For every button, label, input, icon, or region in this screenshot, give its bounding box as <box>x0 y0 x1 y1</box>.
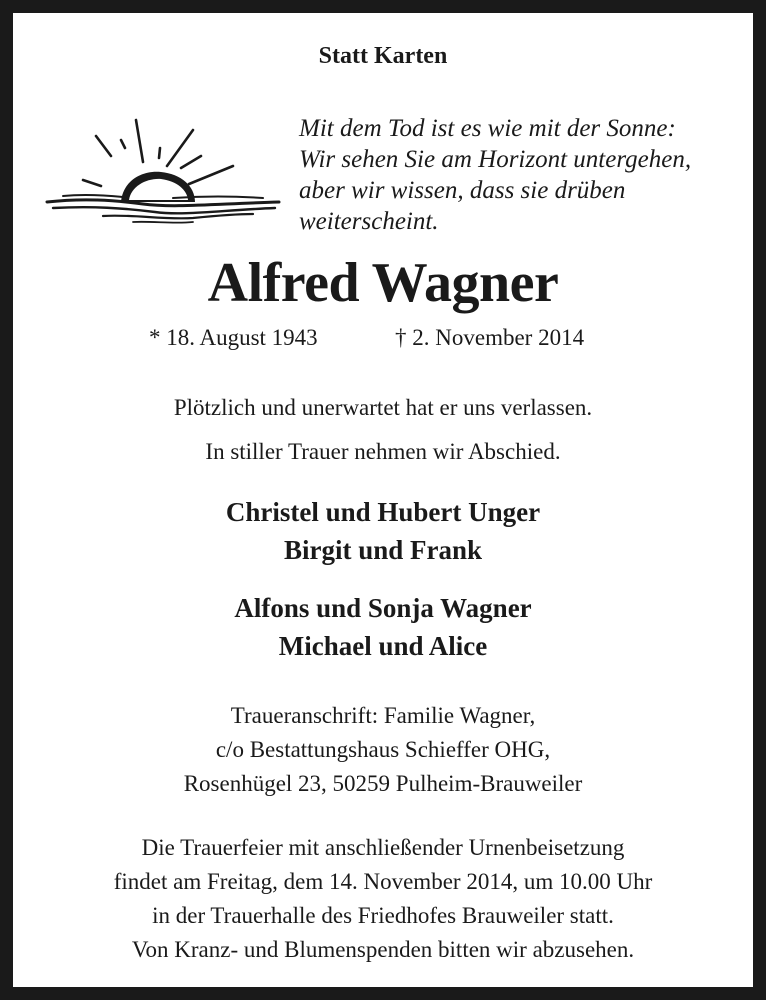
ceremony-info-line: in der Trauerhalle des Friedhofes Brauweiler statt. <box>152 903 614 928</box>
header-statt-karten: Statt Karten <box>318 43 448 69</box>
poem <box>299 113 691 237</box>
statement-line: In stiller Trauer nehmen wir Abschied. <box>205 439 561 464</box>
family-member: Birgit und Frank <box>283 535 483 565</box>
ceremony-info-line: Die Trauerfeier mit anschließender Urnenbeisetzung <box>141 835 625 860</box>
poem-line: Mit dem Tod ist es wie mit der Sonne: <box>299 115 676 142</box>
sunset-icon <box>43 118 283 228</box>
poem-line: aber wir wissen, dass sie drüben <box>299 177 626 204</box>
birth-date: * 18. August 1943 <box>149 325 318 350</box>
family-member: Michael und Alice <box>278 631 488 661</box>
address-line: Rosenhügel 23, 50259 Pulheim-Brauweiler <box>183 771 583 796</box>
family-member: Christel und Hubert Unger <box>225 497 541 527</box>
poem-line: weiterscheint. <box>299 208 439 235</box>
family-member: Alfons und Sonja Wagner <box>234 593 532 623</box>
ceremony-info-line: Von Kranz- und Blumenspenden bitten wir abzusehen. <box>131 937 635 962</box>
address-line: Traueranschrift: Familie Wagner, <box>230 703 536 728</box>
poem-line: Wir sehen Sie am Horizont untergehen, <box>299 146 692 173</box>
address-line: c/o Bestattungshaus Schieffer OHG, <box>215 737 551 762</box>
death-date: † 2. November 2014 <box>395 325 585 350</box>
obituary-frame <box>11 11 755 989</box>
deceased-name: Alfred Wagner <box>207 252 559 314</box>
statement-line: Plötzlich und unerwartet hat er uns verlassen. <box>173 395 593 420</box>
ceremony-info-line: findet am Freitag, dem 14. November 2014, um 10.00 Uhr <box>113 869 653 894</box>
